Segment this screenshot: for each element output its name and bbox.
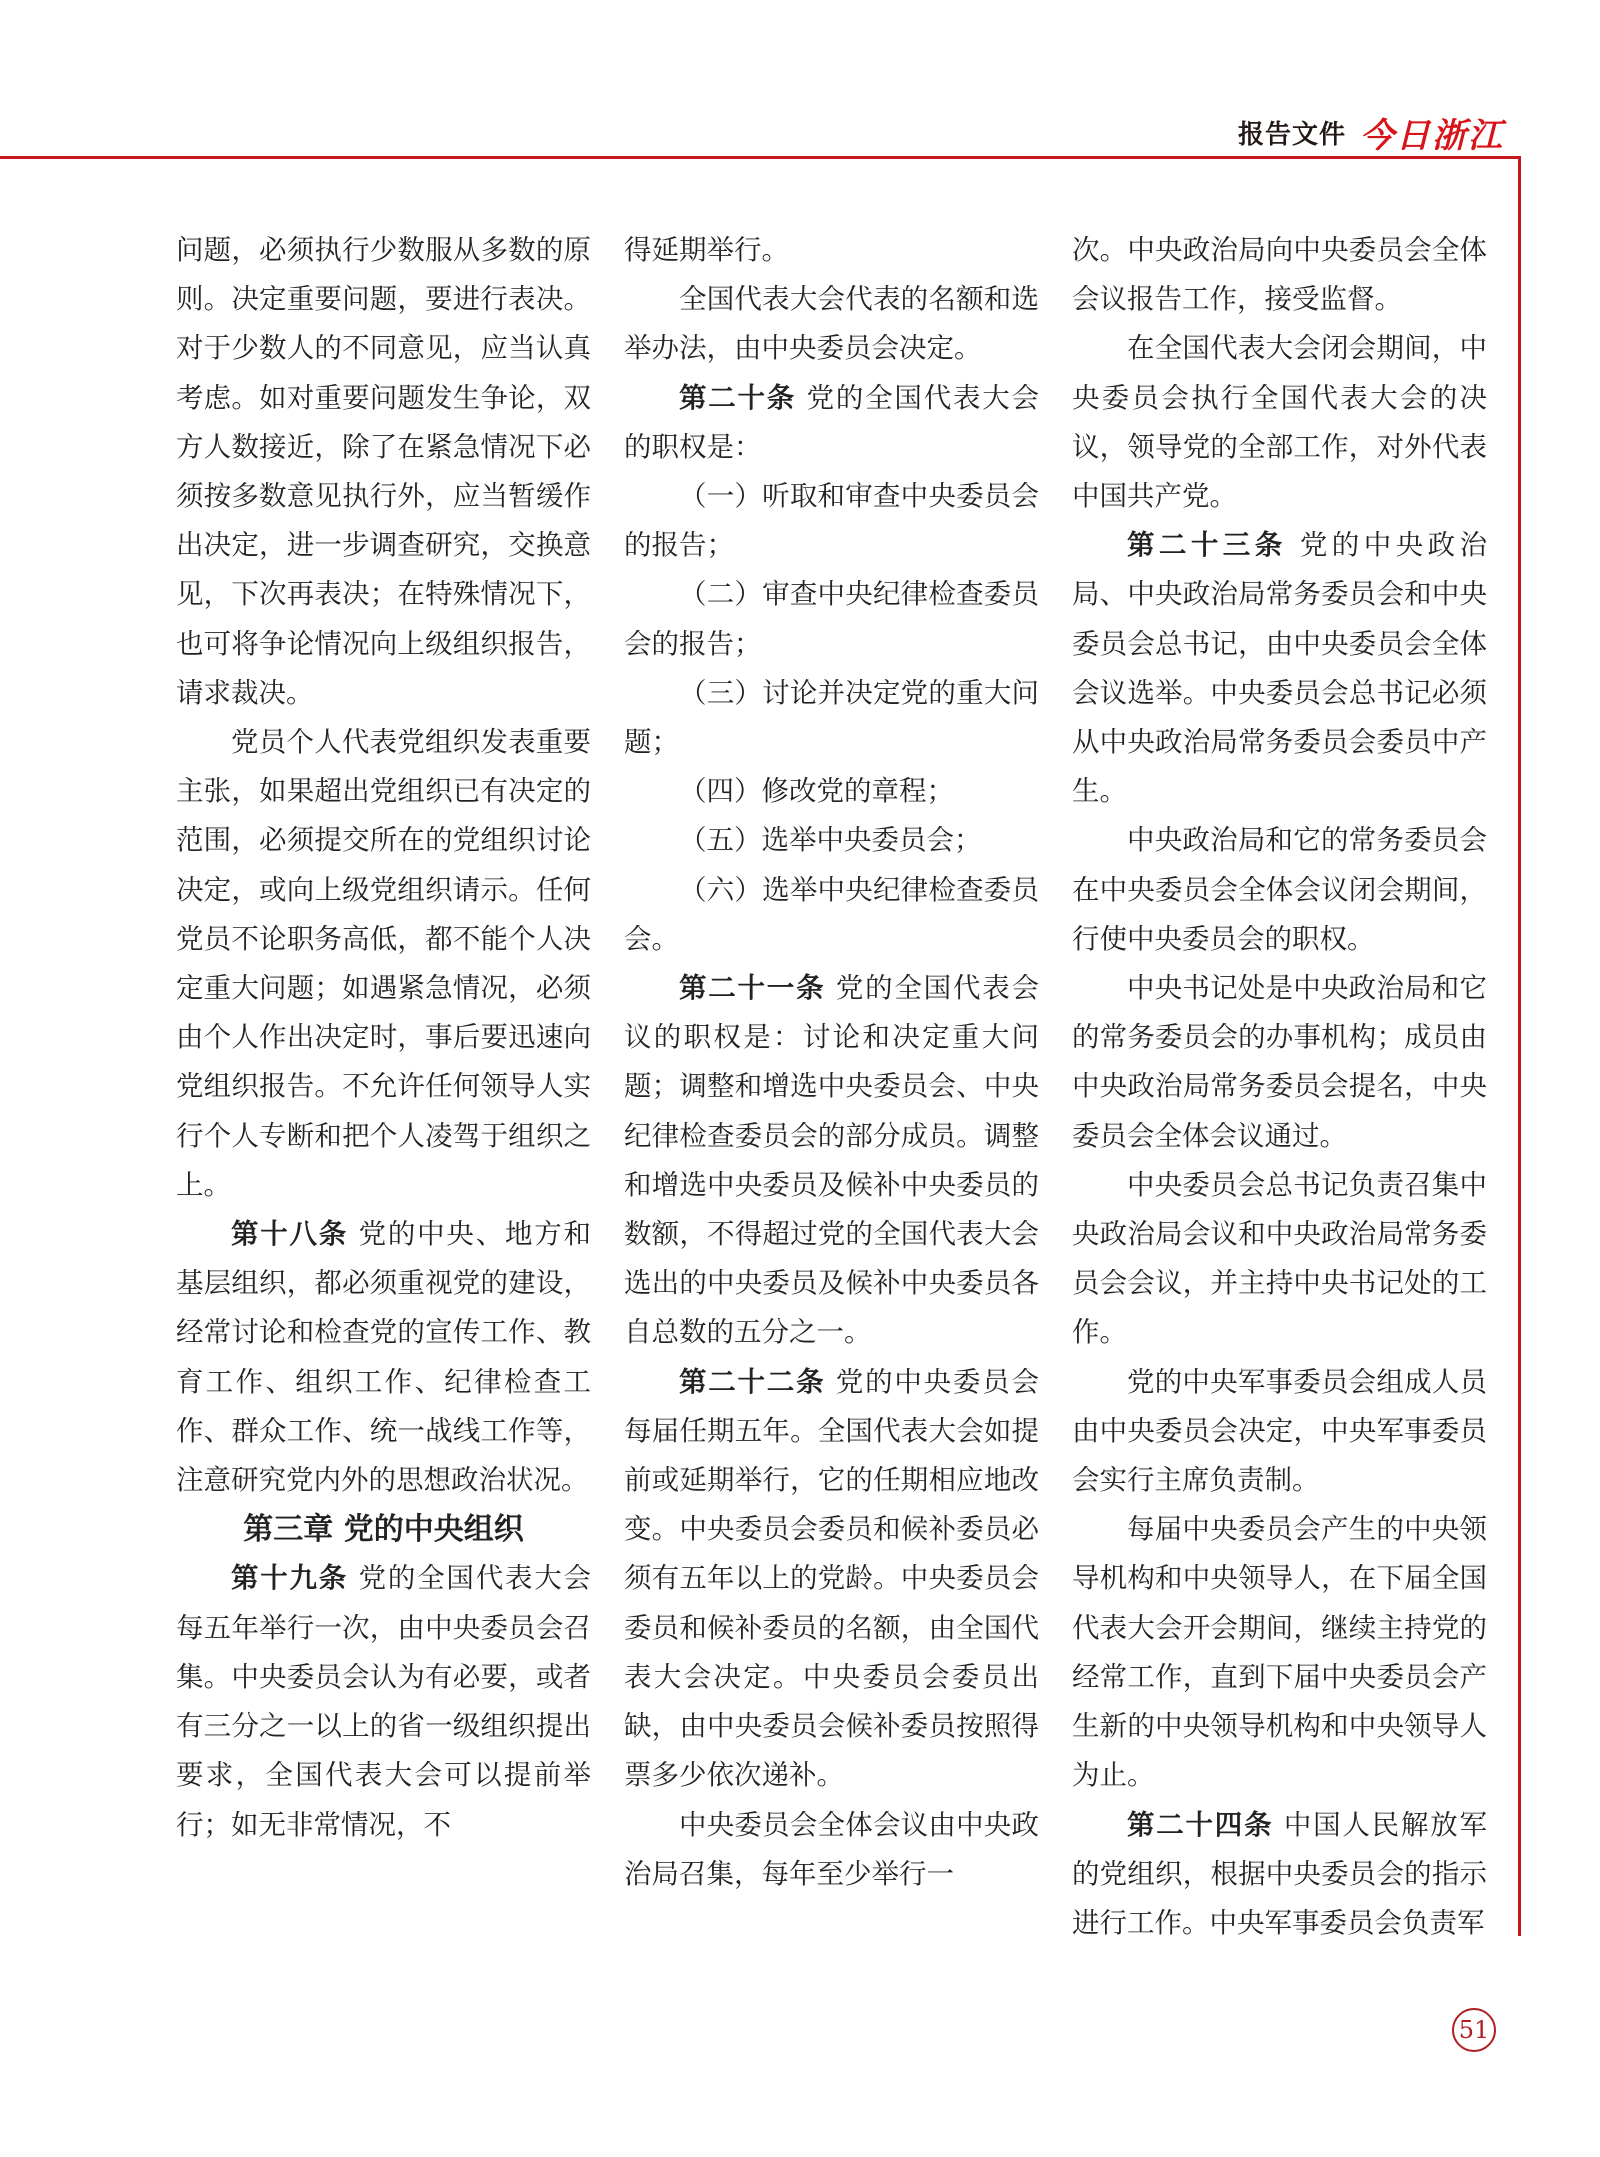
paragraph: 问题，必须执行少数服从多数的原则。决定重要问题，要进行表决。对于少数人的不同意见，应当认真考虑。如对重要问题发生争论，双方人数接近，除了在紧急情况下必须按多数意见执行外，应当暂缓作出决定，进一步调查研究，交换意见，下次再表决；在特殊情况下，也可将争论情况向上级组织报告，请求裁决。 — [176, 234, 591, 709]
article-text: 党的中央、地方和基层组织，都必须重视党的建设，经常讨论和检查党的宣传工作、教育工作、组织工作、纪律检查工作、群众工作、统一战线工作等，注意研究党内外的思想政治状况。 — [176, 1218, 592, 1497]
magazine-logo: 今日浙江 — [1360, 116, 1504, 156]
paragraph: 得延期举行。 — [624, 234, 789, 266]
article-text: 党的全国代表大会每五年举行一次，由中央委员会召集。中央委员会认为有必要，或者有三分之一以上的省一级组织提出要求，全国代表大会可以提前举行；如无非常情况，不 — [176, 1562, 592, 1841]
paragraph: 中央政治局和它的常务委员会在中央委员会全体会议闭会期间，行使中央委员会的职权。 — [1072, 824, 1487, 955]
paragraph: 中央书记处是中央政治局和它的常务委员会的办事机构；成员由中央政治局常务委员会提名，中央委员会全体会议通过。 — [1072, 972, 1487, 1152]
article-title: 第二十三条 — [1127, 529, 1287, 562]
list-item: （四）修改党的章程； — [679, 775, 954, 808]
section-label: 报告文件 — [1237, 120, 1346, 150]
text-column-1 — [176, 226, 591, 1850]
chapter-heading: 第三章 党的中央组织 — [243, 1512, 524, 1548]
paragraph: 每届中央委员会产生的中央领导机构和中央领导人，在下届全国代表大会开会期间，继续主持党的经常工作，直到下届中央委员会产生新的中央领导机构和中央领导人为止。 — [1072, 1513, 1487, 1792]
running-header — [1238, 108, 1504, 157]
paragraph: 中央委员会总书记负责召集中央政治局会议和中央政治局常务委员会会议，并主持中央书记处的工作。 — [1072, 1168, 1487, 1349]
list-item: （六）选举中央纪律检查委员会。 — [624, 873, 1039, 955]
article-18 — [176, 1210, 591, 1505]
article-19 — [176, 1554, 591, 1849]
page-number: 51 — [1452, 2008, 1496, 2052]
list-item: （三）讨论并决定党的重大问题； — [624, 676, 1039, 759]
article-title: 第十八条 — [231, 1218, 349, 1251]
list-item: （一）听取和审查中央委员会的报告； — [624, 480, 1039, 562]
list-item: （二）审查中央纪律检查委员会的报告； — [624, 578, 1039, 660]
paragraph: 在全国代表大会闭会期间，中央委员会执行全国代表大会的决议，领导党的全部工作，对外代表中国共产党。 — [1072, 332, 1487, 513]
paragraph: 全国代表大会代表的名额和选举办法，由中央委员会决定。 — [624, 283, 1039, 365]
article-text: 党的中央委员会每届任期五年。全国代表大会如提前或延期举行，它的任期相应地改变。中央委员会委员和候补委员必须有五年以上的党龄。中央委员会委员和候补委员的名额，由全国代表大会决定。中央委员会委员出缺，由中央委员会候补委员按照得票多少依次递补。 — [624, 1365, 1039, 1792]
article-title: 第二十四条 — [1127, 1808, 1274, 1841]
article-20 — [624, 374, 1039, 472]
text-column-2 — [624, 226, 1039, 1899]
article-23 — [1072, 521, 1487, 816]
paragraph: 党的中央军事委员会组成人员由中央委员会决定，中央军事委员会实行主席负责制。 — [1072, 1365, 1487, 1497]
article-22 — [624, 1358, 1039, 1801]
article-title: 第二十二条 — [679, 1365, 826, 1398]
article-21 — [624, 964, 1039, 1358]
list-item: （五）选举中央委员会； — [679, 824, 982, 857]
article-24 — [1072, 1801, 1487, 1949]
paragraph: 党员个人代表党组织发表重要主张，如果超出党组织已有决定的范围，必须提交所在的党组织讨论决定，或向上级党组织请示。任何党员不论职务高低，都不能个人决定重大问题；如遇紧急情况，必须由个人作出决定时，事后要迅速向党组织报告。不允许任何领导人实行个人专断和把个人凌驾于组织之上。 — [176, 726, 591, 1201]
article-text: 党的全国代表会议的职权是：讨论和决定重大问题；调整和增选中央委员会、中央纪律检查委员会的部分成员。调整和增选中央委员及候补中央委员的数额，不得超过党的全国代表大会选出的中央委员及候补中央委员各自总数的五分之一。 — [624, 972, 1039, 1349]
header-rule — [0, 156, 1521, 159]
paragraph: 次。中央政治局向中央委员会全体会议报告工作，接受监督。 — [1072, 234, 1487, 316]
margin-rule — [1518, 156, 1521, 1936]
article-title: 第二十一条 — [679, 972, 826, 1005]
article-text: 中国人民解放军的党组织，根据中央委员会的指示进行工作。中央军事委员会负责军 — [1072, 1808, 1487, 1939]
paragraph: 中央委员会全体会议由中央政治局召集，每年至少举行一 — [624, 1808, 1039, 1890]
article-text: 党的全国代表大会的职权是： — [624, 381, 1040, 463]
article-title: 第十九条 — [231, 1562, 349, 1595]
article-title: 第二十条 — [679, 381, 797, 414]
article-text: 党的中央政治局、中央政治局常务委员会和中央委员会总书记，由中央委员会全体会议选举。中央委员会总书记必须从中央政治局常务委员会委员中产生。 — [1072, 529, 1488, 808]
text-column-3 — [1072, 226, 1487, 1948]
